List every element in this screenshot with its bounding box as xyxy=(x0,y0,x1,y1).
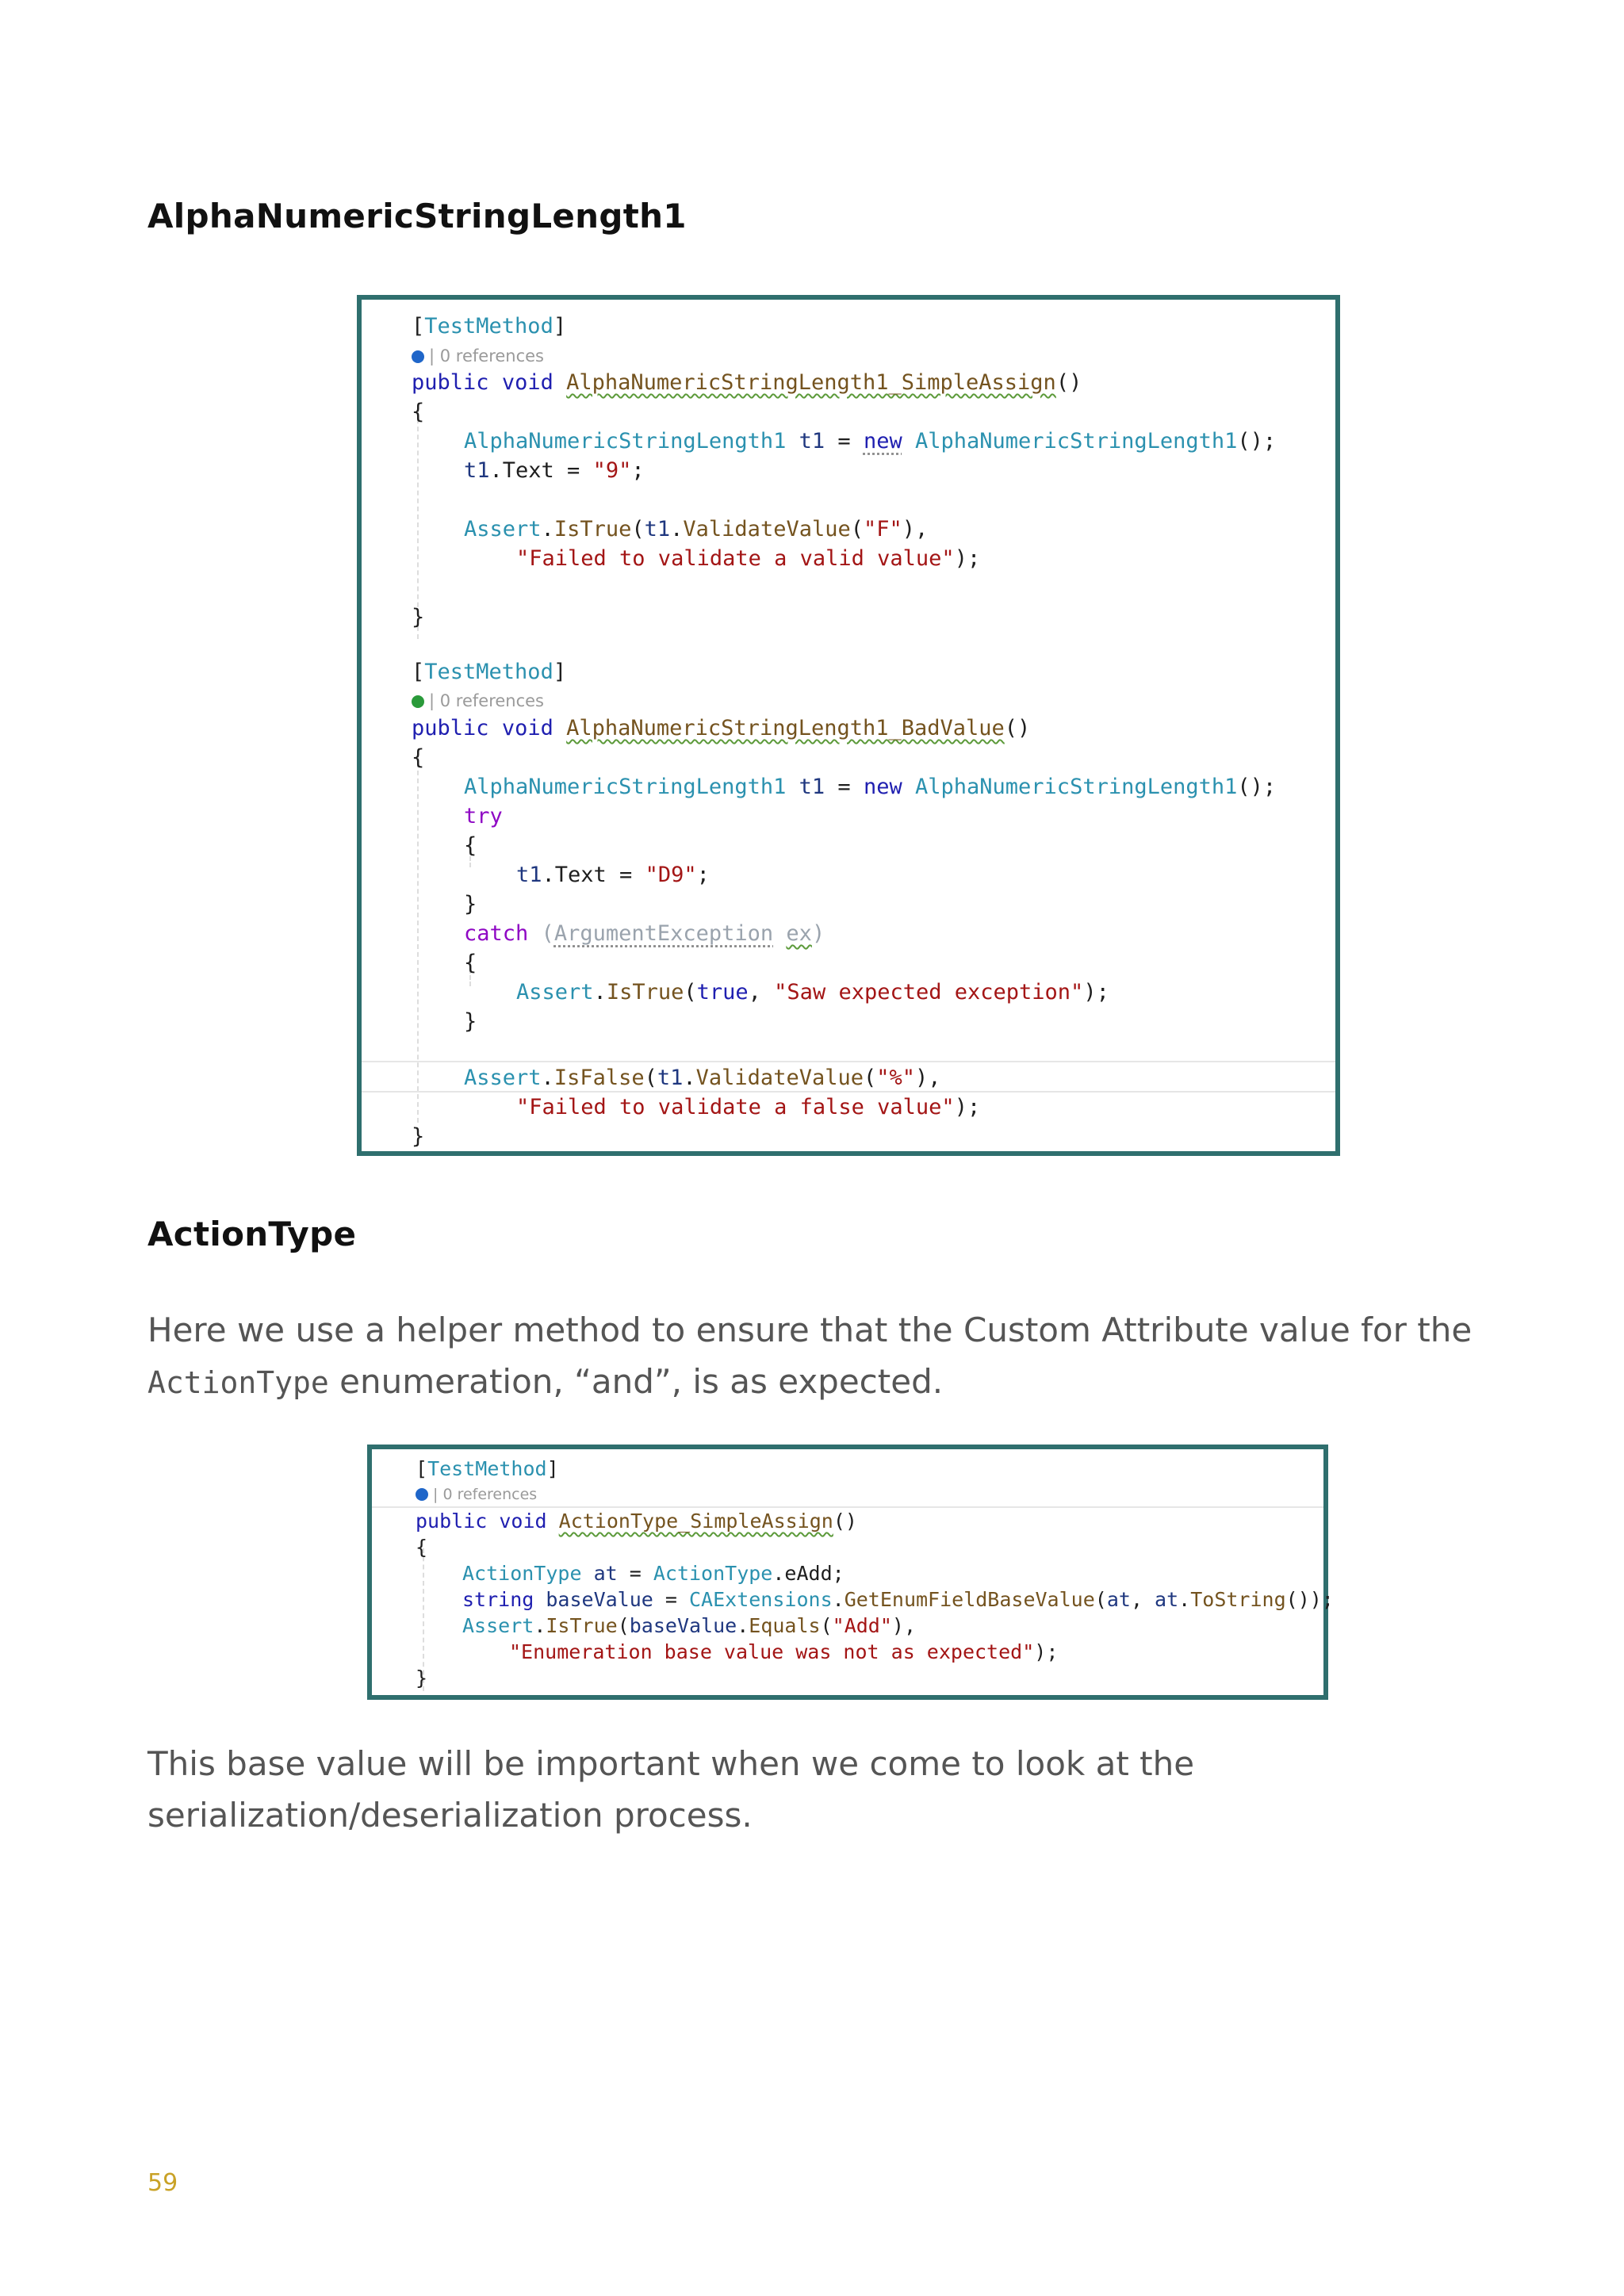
codelens-references[interactable]: | 0 references xyxy=(412,691,544,710)
code-line: Assert.IsTrue(t1.ValidateValue("F"), xyxy=(464,517,929,541)
code-line: } xyxy=(416,1667,428,1689)
section-heading-actiontype: ActionType xyxy=(147,1215,357,1253)
outro-paragraph: This base value will be important when we come to look at the serialization/deserialization process. xyxy=(147,1744,1195,1835)
section-heading-alphanumeric: AlphaNumericStringLength1 xyxy=(147,197,687,235)
line-highlight xyxy=(372,1506,1323,1508)
line-highlight-bottom xyxy=(362,1091,1335,1093)
code-line: catch (ArgumentException ex) xyxy=(464,921,825,946)
code-line: public void AlphaNumericStringLength1_BadValue() xyxy=(412,716,1031,740)
code-line: t1.Text = "D9"; xyxy=(516,863,710,887)
intro-text-end: enumeration, “and”, is as expected. xyxy=(328,1362,944,1401)
code-line: } xyxy=(412,1124,425,1149)
code-line: "Enumeration base value was not as expected"); xyxy=(509,1640,1059,1663)
code-line: { xyxy=(412,745,425,770)
code-line: string baseValue = CAExtensions.GetEnumFieldBaseValue(at, at.ToString()); xyxy=(462,1588,1334,1611)
code-line: public void ActionType_SimpleAssign() xyxy=(416,1510,857,1533)
code-line: AlphaNumericStringLength1 t1 = new AlphaNumericStringLength1(); xyxy=(464,775,1277,799)
code-line: } xyxy=(464,892,477,916)
codelens-references[interactable]: | 0 references xyxy=(416,1486,537,1503)
code-block-alphanumeric xyxy=(357,295,1340,1156)
codelens-references[interactable]: | 0 references xyxy=(412,346,544,365)
code-line: [TestMethod] xyxy=(416,1457,559,1480)
code-block-actiontype xyxy=(367,1445,1334,1700)
code-line: ActionType at = ActionType.eAdd; xyxy=(462,1562,845,1585)
code-line: } xyxy=(412,605,425,629)
code-line: { xyxy=(412,400,425,424)
code-line: [TestMethod] xyxy=(412,660,567,684)
code-line: { xyxy=(416,1536,428,1559)
inline-code: ActionType xyxy=(147,1365,329,1400)
line-highlight-top xyxy=(362,1061,1335,1062)
code-line: { xyxy=(464,951,477,975)
code-line: { xyxy=(464,833,477,858)
test-status-info-icon xyxy=(412,350,424,363)
code-line: } xyxy=(464,1009,477,1034)
code-line: [TestMethod] xyxy=(412,314,567,339)
test-passed-icon xyxy=(412,695,424,708)
code-line: Assert.IsTrue(baseValue.Equals("Add"), xyxy=(462,1614,917,1637)
code-line: public void AlphaNumericStringLength1_SimpleAssign() xyxy=(412,370,1082,395)
code-line: t1.Text = "9"; xyxy=(464,458,645,483)
intro-text: Here we use a helper method to ensure that the Custom Attribute value for the xyxy=(147,1311,1473,1349)
code-line: Assert.IsFalse(t1.ValidateValue("%"), xyxy=(464,1066,941,1090)
code-line: Assert.IsTrue(true, "Saw expected exception"); xyxy=(516,980,1109,1004)
code-line: "Failed to validate a false value"); xyxy=(516,1095,981,1119)
code-line: "Failed to validate a valid value"); xyxy=(516,546,981,571)
page-number: 59 xyxy=(147,2169,178,2197)
intro-paragraph xyxy=(147,1304,1496,1409)
code-line: AlphaNumericStringLength1 t1 = new AlphaNumericStringLength1(); xyxy=(464,429,1277,453)
test-status-info-icon xyxy=(416,1488,428,1501)
indent-guide xyxy=(417,755,419,1123)
code-line: try xyxy=(464,804,503,828)
